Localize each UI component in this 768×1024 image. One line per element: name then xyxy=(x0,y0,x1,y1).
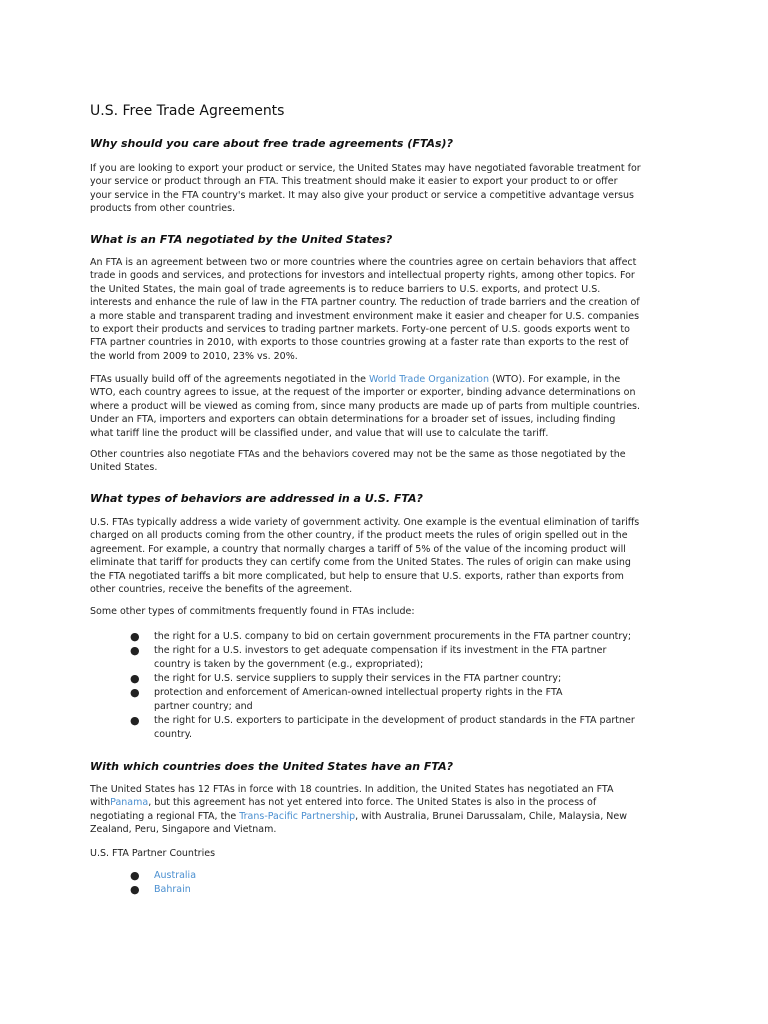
text-segment: FTAs usually build off of the agreements negotiated in the xyxy=(90,374,369,385)
text-line: eliminate that tariff for products they can certify come from the United States. The rules of origin can make using xyxy=(90,557,631,569)
link-trans-pacific-partnership[interactable]: Trans-Pacific Partnership xyxy=(239,810,356,822)
text-line: where a product will be viewed as coming from, since many products are made up of parts from multiple countries. xyxy=(90,400,641,412)
paragraph-commitments-intro: Some other types of commitments frequently found in FTAs include: xyxy=(90,606,415,617)
text-line: agreement. For example, a country that normally charges a tariff of 5% of the value of the incoming product will xyxy=(90,543,626,555)
page-title: U.S. Free Trade Agreements xyxy=(90,103,285,119)
text-line: An FTA is an agreement between two or more countries where the countries agree on certain behaviors that affect xyxy=(90,257,637,268)
bullet-icon: ● xyxy=(130,672,140,685)
heading-behaviors: What types of behaviors are addressed in a U.S. FTA? xyxy=(90,492,423,505)
list-item xyxy=(90,869,690,883)
paragraph-fta-definition xyxy=(90,256,690,363)
text-line: Other countries also negotiate FTAs and the behaviors covered may not be the same as those negotiated by the xyxy=(90,449,626,460)
text-line: the FTA negotiated tariffs a bit more complicated, but help to ensure that U.S. exports, rather than exports from xyxy=(90,570,624,582)
text-line: U.S. FTAs typically address a wide variety of government activity. One example is the eventual elimination of tariffs xyxy=(90,517,640,528)
text-line: trade in goods and services, and protections for investors and intellectual property rights, among other topics. For xyxy=(90,270,635,282)
text-line: Under an FTA, importers and exporters can obtain determinations for a broader set of issues, including finding xyxy=(90,414,616,426)
text-line: to export their products and services to trading partner markets. Forty-one percent of U.S. goods exports went to xyxy=(90,324,630,336)
list-item-text: partner country; and xyxy=(154,701,253,712)
commitments-list xyxy=(90,630,690,742)
heading-fta-countries: With which countries does the United States have an FTA? xyxy=(90,760,453,773)
heading-what-is-fta: What is an FTA negotiated by the United States? xyxy=(90,233,393,246)
text-line: WTO, each country agrees to issue, at the request of the importer or exporter, binding advance determinations on xyxy=(90,387,636,399)
list-item-text: country. xyxy=(154,729,192,740)
text-line: the United States, the main goal of trade agreements is to reduce barriers to U.S. exports, and protect U.S. xyxy=(90,283,601,295)
paragraph-behaviors xyxy=(90,516,690,596)
text-line: FTA partner countries in 2010, with exports to those countries growing at a faster rate than exports to the rest of xyxy=(90,337,629,349)
text-line: what tariff line the product will be classified under, and value that will use to calculate the tariff. xyxy=(90,427,549,439)
list-item-text: protection and enforcement of American-owned intellectual property rights in the FTA xyxy=(154,687,563,698)
bullet-icon: ● xyxy=(130,869,140,882)
paragraph-fta-countries xyxy=(90,783,690,837)
text-line: your service in the FTA country's market. It may also give your product or service a competitive advantage versus xyxy=(90,189,634,201)
list-item xyxy=(90,686,690,714)
text-line: other countries, receive the benefits of the agreement. xyxy=(90,584,353,596)
text-line xyxy=(90,796,690,809)
link-bahrain[interactable]: Bahrain xyxy=(154,884,191,895)
partner-countries-label: U.S. FTA Partner Countries xyxy=(90,848,216,859)
text-line: United States. xyxy=(90,462,158,474)
bullet-icon: ● xyxy=(130,686,140,699)
list-item-text: the right for a U.S. investors to get adequate compensation if its investment in the FTA partner xyxy=(154,645,607,656)
paragraph-wto xyxy=(90,373,690,440)
text-line: interests and enhance the rule of law in the FTA partner country. The reduction of trade barriers and the creation of xyxy=(90,297,640,309)
bullet-icon: ● xyxy=(130,883,140,896)
list-item xyxy=(90,672,690,686)
list-item-text: the right for a U.S. company to bid on certain government procurements in the FTA partner country; xyxy=(154,631,632,642)
link-world-trade-organization[interactable]: World Trade Organization xyxy=(368,374,489,385)
bullet-icon: ● xyxy=(130,644,140,657)
text-line: If you are looking to export your product or service, the United States may have negotiated favorable treatment for xyxy=(90,163,641,174)
paragraph-why-care xyxy=(90,162,690,216)
text-line: Zealand, Peru, Singapore and Vietnam. xyxy=(90,824,277,836)
text-segment: (WTO). For example, in the xyxy=(488,374,621,385)
list-item xyxy=(90,644,690,672)
list-item xyxy=(90,630,690,644)
text-segment: with xyxy=(90,797,111,809)
list-item xyxy=(90,714,690,742)
text-line: the world from 2009 to 2010, 23% vs. 20%. xyxy=(90,350,298,362)
text-line xyxy=(90,810,690,823)
list-item xyxy=(90,883,690,897)
list-item-text: the right for U.S. exporters to participate in the development of product standards in the FTA partner xyxy=(154,715,635,726)
text-line xyxy=(90,373,690,386)
paragraph-other-countries xyxy=(90,448,690,475)
text-line: your service or product through an FTA. This treatment should make it easier to export your product to or offer xyxy=(90,176,618,188)
text-segment: , but this agreement has not yet entered into force. The United States is also in the process of xyxy=(148,797,597,809)
text-line: products from other countries. xyxy=(90,203,236,215)
text-segment: , with Australia, Brunei Darussalam, Chile, Malaysia, New xyxy=(355,810,628,822)
partner-countries-list xyxy=(90,869,690,897)
heading-why-care: Why should you care about free trade agreements (FTAs)? xyxy=(90,137,453,150)
link-australia[interactable]: Australia xyxy=(154,870,197,881)
text-line: charged on all products coming from the other country, if the product meets the rules of origin spelled out in the xyxy=(90,530,628,542)
bullet-icon: ● xyxy=(130,630,140,643)
link-panama[interactable]: Panama xyxy=(110,797,149,809)
text-line: The United States has 12 FTAs in force with 18 countries. In addition, the United States has negotiated an FTA xyxy=(90,784,614,795)
list-item-text: the right for U.S. service suppliers to supply their services in the FTA partner country; xyxy=(154,673,562,684)
list-item-text: country is taken by the government (e.g., expropriated); xyxy=(154,659,424,670)
text-segment: negotiating a regional FTA, the xyxy=(90,810,240,822)
text-line: a more stable and transparent trading and investment environment make it easier and cheaper for U.S. companies xyxy=(90,310,640,322)
bullet-icon: ● xyxy=(130,714,140,727)
